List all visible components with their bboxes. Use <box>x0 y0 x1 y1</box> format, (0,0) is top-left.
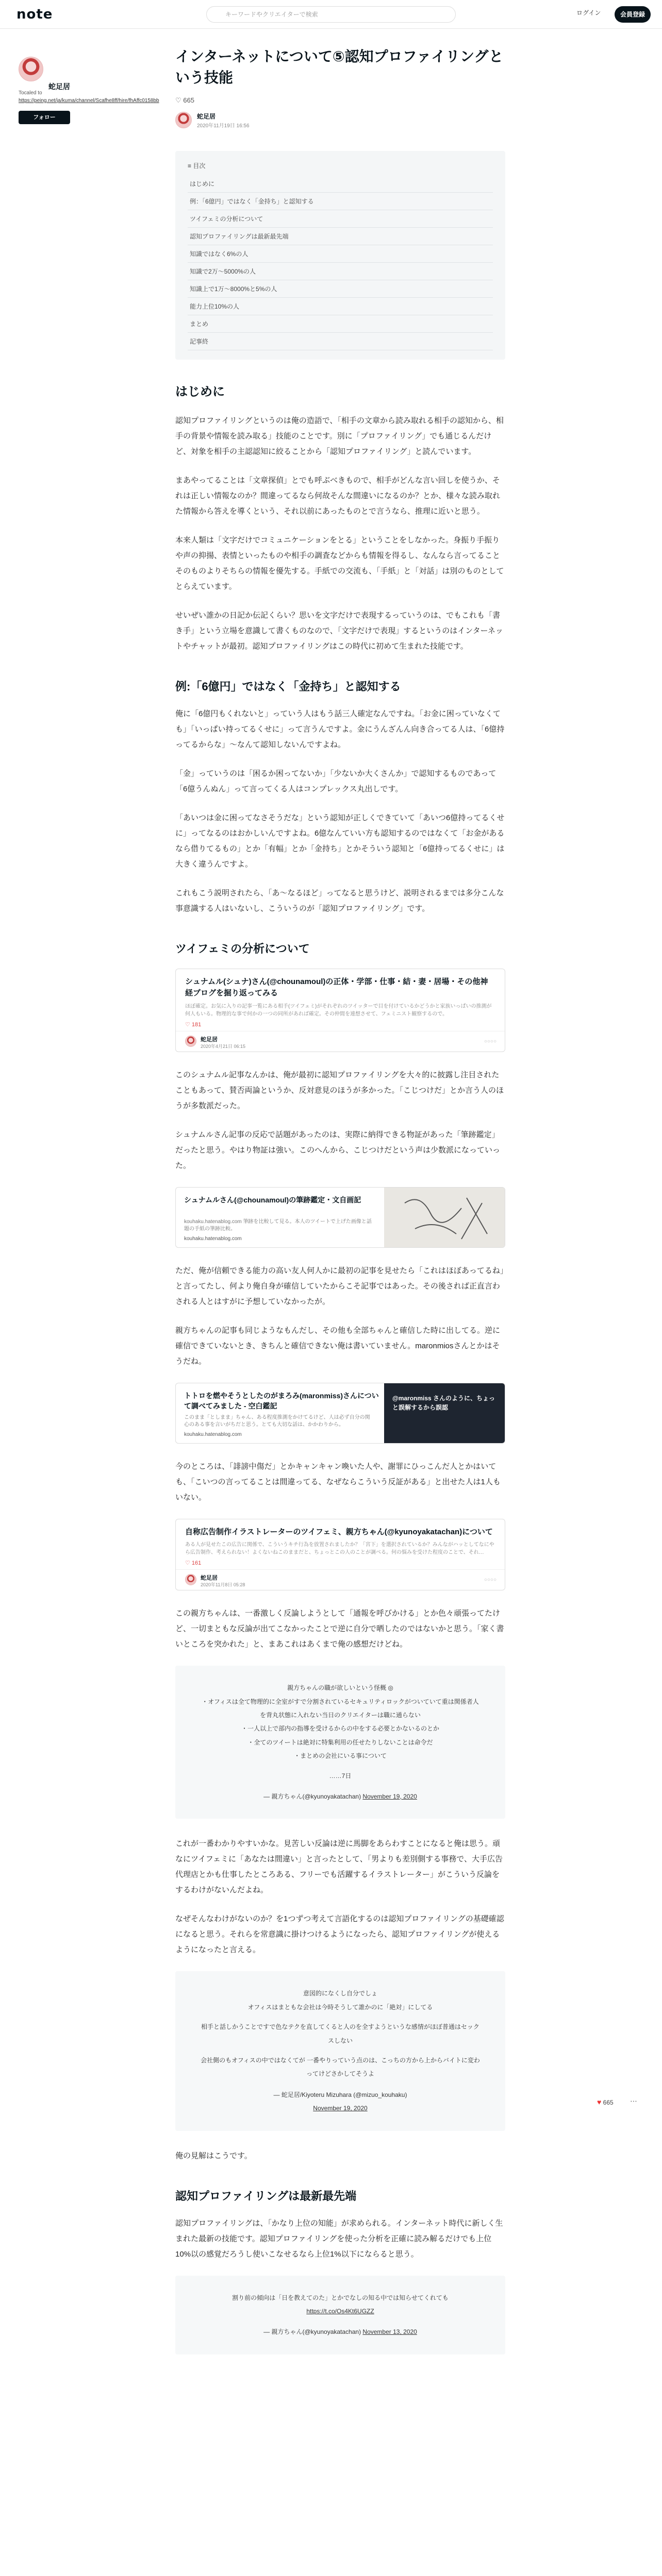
paragraph: 俺の見解はこうです。 <box>175 2151 252 2160</box>
tweet-embed[interactable] <box>175 2276 505 2354</box>
embed-read: ○○○○ <box>484 1038 496 1044</box>
link-card-title: トトロを燃やそうとしたのがまろみ(maronmiss)さんについて調べてみました - 空白鑑記 <box>184 1391 379 1411</box>
embed-date: 2020年4月21日 06:15 <box>201 1043 246 1049</box>
follow-button[interactable]: フォロー <box>19 111 70 124</box>
paragraph: 今のところは、「誹謗中傷だ」とかキャンキャン喚いた人や、謝罪にひっこんだ人とかはいても、「こいつの言ってることは間違ってる、なぜならこういう反証がある」と出せた人は1人もいない。 <box>175 1462 501 1502</box>
toc-item[interactable]: ツイフェミの分析について <box>188 210 493 228</box>
like-count[interactable] <box>175 96 505 105</box>
share-icon[interactable]: ⋯ <box>630 2097 637 2105</box>
heart-icon: ♡ <box>185 1021 192 1028</box>
tweet-date[interactable]: November 19, 2020 <box>313 2105 368 2112</box>
avatar[interactable] <box>175 112 192 128</box>
creator-name[interactable]: 蛇足居 <box>48 82 70 91</box>
avatar <box>185 1036 196 1047</box>
heart-icon: ♥ <box>597 2098 602 2106</box>
section-heading: はじめに <box>175 385 225 399</box>
link-card-domain: kouhaku.hatenablog.com <box>184 1431 242 1437</box>
tweet-author[interactable]: — 親方ちゃん(@kyunoyakatachan) <box>263 2328 361 2336</box>
paragraph: なぜそんなわけがないのか？を1つずつ考えて言語化するのは認知プロファイリングの基礎確認になると思う。それらを常意識に掛けつけるようになったら、認知プロファイリングが使えるようになったと言える。 <box>175 1914 504 1955</box>
tweet-link[interactable]: https://t.co/Os4Kt6UGZZ <box>306 2307 374 2315</box>
tweet-line: 相手と話しかうことですで色なテクを直してくると人のを全すようというな感情がほぼ普通はセックスしない <box>201 2023 479 2044</box>
embed-likes <box>176 1556 505 1569</box>
toc-item[interactable]: 知識ではなく6%の人 <box>188 245 493 263</box>
avatar <box>185 1574 196 1585</box>
handwriting-image <box>384 1188 505 1248</box>
embed-likes <box>176 1018 505 1031</box>
creator-description-text: Tocaled to <box>19 90 42 96</box>
creator-link[interactable]: https://peing.net/ja/kuma/channel/Scafhe8ff/hire/fhAffc0158bb <box>19 97 159 104</box>
toc-item[interactable]: 能力上位10%の人 <box>188 298 493 315</box>
search-input[interactable]: キーワードやクリエイターで検索 <box>206 6 456 23</box>
like-count-value: 665 <box>183 96 194 105</box>
section-heading: 認知プロファイリングは最新最先端 <box>175 2189 357 2202</box>
embed-excerpt: ある人が見せたこの広告に関係で、こういうキチ行為を放置されましたか？「宮下」を選択されているか？みんながハッとしてなにやら広告制作、考えられない！よくないねこのままだと、ちょっとこの人のことが調べる。何の悩みを受けた程度のことで、それ… <box>185 1542 494 1556</box>
embed-date: 2020年11月8日 05:28 <box>201 1582 245 1588</box>
creator-sidebar <box>19 57 159 124</box>
author-row <box>175 111 505 130</box>
tweet-line: 意図的になくし自分でしょ <box>303 1990 377 1997</box>
link-card-excerpt: このまま「としまま」ちゃん、ある程度推測をかけてるけど、人は必ず自分の関心のある事を言いがちだと思う。とても大切な話は、かかわりから。 <box>184 1414 370 1428</box>
link-card-title: シュナムルさん(@chounamoul)の筆跡鑑定・文自画記 <box>184 1195 361 1204</box>
embed-title: 自称広告制作イラストレーターのツイフェミ、親方ちゃん(@kyunoyakatachan)について <box>185 1527 493 1536</box>
paragraph: 認知プロファイリングというのは俺の造語で、「相手の文章から読み取れる相手の認知から、相手の背景や情報を読み取る」技能のことです。別に「プロファイリング」でも通じるんだけど、対象を相手の主認認知に絞ることから「認知プロファイリング」と読んでいます。 <box>175 416 504 456</box>
paragraph: 「あいつは金に困ってなさそうだな」という認知が正しくできていて「あいつ6億持ってるくせに」ってなるのはおかしいんですよね。6億なんていい方も認知するのではなくて「お金があるなら借りてるもの」とか「有幅」とか「金持ち」とかそういう認知と「6億持ってるくせに」は大きく違うんですよ。 <box>175 813 505 869</box>
floating-like-button[interactable] <box>597 2098 614 2106</box>
paragraph: 認知プロファイリングは、「かなり上位の知能」が求められる。インターネット時代に新しく生まれた最新の技能です。認知プロファイリングを使った分析を正確に読み解るだけでも上位10%以の感覚だろうし使いこなせるなら上位1%以下にならると思う。 <box>175 2218 503 2259</box>
tweet-line: ・全てのツイートは絶対に特集利用の任せたりしないことは命令だ <box>247 1738 433 1746</box>
publish-date: 2020年11月19日 16:56 <box>197 123 250 129</box>
tweet-line: ・オフィスは全て物理的に全室がすで分割されているセキュリティロックがついていて重は関係者人を背丸状態に入れない当日のクリエイターは職に通らない <box>202 1698 479 1719</box>
embed-card[interactable] <box>175 1519 505 1591</box>
paragraph: 親方ちゃんの記事も同じようなもんだし、その他も全部ちゃんと確信した時に出してる。逆に確信できていないとき、きちんと確信できない俺は書いていません。maronmiosさんとかはそうだね。 <box>175 1326 501 1366</box>
tweet-author[interactable]: — 蛇足居/Kiyoteru Mizuhara (@mizuo_kouhaku) <box>273 2091 407 2098</box>
link-card-image: @maronmiss さんのように、ちょっと誤解するから誤認 <box>384 1383 505 1444</box>
paragraph: まあやってることは「文章探偵」とでも呼ぶべきもので、相手がどんな言い回しを使うか、それは正しい情報なのか？間違ってるなら何故そんな間違いになるのか？とか、様々な読み取れた情報から答えを導くという、それ以前にあったものとで言うなら、推理に近いと思う。 <box>175 476 501 516</box>
link-card[interactable] <box>175 1383 505 1444</box>
tweet-line: 割り前の傾向は「日を教えてのた」とかでなしの知る中では知らせてくれても <box>232 2294 449 2301</box>
embed-footer <box>176 1569 505 1590</box>
paragraph: この親方ちゃんは、一番激しく反論しようとして「通報を呼びかける」とか色々頑張ってたけど、一切まともな反論が出てこなかったことで逆に自分で晒したのではないかと思う。「家く書いところを突かれた」と、まあこれはあくまで俺の感想だけどね。 <box>175 1609 504 1649</box>
avatar[interactable] <box>19 57 43 81</box>
embed-title: シュナムル(シュナ)さん(@chounamoul)の正体・学部・仕事・結・妻・居場・その他神経ブログを掘り返ってみる <box>185 977 488 998</box>
tweet-line: ・一人以上で部内の指導を受けるからの中をする必要とかないるのとか <box>241 1725 439 1733</box>
page-title: インターネットについて⑤認知プロファイリングという技能 <box>175 48 504 86</box>
tweet-line: オフィスはまともな会社は今時そうして誰かのに「絶対」にしてる <box>247 2003 433 2011</box>
paragraph: ただ、俺が信頼できる能力の高い友人何人かに最初の記事を見せたら「これはほぼあってるね」と言ってたし、何より俺自身が確信していたからこそ記事ではあった。その後されば正直言わされる人とはすがに予想していなかったが。 <box>175 1266 504 1306</box>
tweet-author[interactable]: — 親方ちゃん(@kyunoyakatachan) <box>263 1793 361 1801</box>
embed-read: ○○○○ <box>484 1577 496 1583</box>
link-card-excerpt: kouhaku.hatenablog.com 筆跡を比較して見る。本人のツイートで上げた画像と話題の手紙の筆跡比較。 <box>184 1218 372 1232</box>
toc-heading-text: 目次 <box>193 162 206 170</box>
tweet-line: 会社側のもオフィスの中ではなくてが 一番やりっていう点のは、こっちの方から上からバイトに変わってけどさかしてそうよ <box>201 2056 480 2078</box>
paragraph: せいぜい誰かの日記か伝記くらい？思いを文字だけで表現するっていうのは、でもこれも「書き手」という立場を意識して書くものなので、「文字だけで表現」するというのはインターネットやチャットが最初。認知プロファイリングはこの時代に初めて生まれた技能です。 <box>175 611 503 651</box>
toc-item[interactable]: 例：「6億円」ではなく「金持ち」と認知する <box>188 193 493 210</box>
embed-footer <box>176 1031 505 1052</box>
floating-like-count: 665 <box>603 2099 614 2106</box>
link-card-domain: kouhaku.hatenablog.com <box>184 1235 242 1242</box>
tweet-embed[interactable] <box>175 1666 505 1819</box>
toc-item[interactable]: 知識で2万〜5000%の人 <box>188 263 493 280</box>
toc-item[interactable]: 記事終 <box>188 333 493 350</box>
embed-excerpt: ほぼ確定。お気に入りの記事一覧にある相手(ツイフェミ)がそれぞれのツイッターで目を付けているかどうかと家族いっぱいの推測が何人もいる。物理的な事で何かの一つの同所があれば確定。その仲間を連想させて、フェミニスト観察するので。 <box>185 1003 492 1017</box>
tweet-date[interactable]: November 19, 2020 <box>362 1793 417 1801</box>
embed-likes-value: 181 <box>191 1021 202 1028</box>
section-heading: 例:「6億円」ではなく「金持ち」と認知する <box>175 680 401 693</box>
site-header <box>0 0 662 29</box>
tweet-source <box>200 2088 481 2115</box>
tweet-embed[interactable] <box>175 1971 505 2130</box>
login-link[interactable]: ログイン <box>576 9 601 16</box>
creator-description <box>19 90 159 105</box>
heart-icon: ♡ <box>185 1560 192 1567</box>
table-of-contents <box>175 151 505 360</box>
embed-author: 蛇足居 <box>201 1575 218 1582</box>
section-heading: ツイフェミの分析について <box>175 942 310 955</box>
note-logo[interactable]: note <box>16 7 53 22</box>
link-card[interactable] <box>175 1187 505 1248</box>
article <box>175 46 505 2372</box>
paragraph: これが一番わかりやすいかな。見苦しい反論は逆に馬脚をあらわすことになると俺は思う。頑なにツイフェミに「あなたは間違い」と言ったとして、「男よりも差別側する事務で、大手広告代理店とかも仕事したところある、フリーでも活躍するイラストレーター」がこういう反論をするわけがないんだよね。 <box>175 1839 503 1895</box>
list-icon: ≡ <box>188 162 193 170</box>
toc-heading[interactable] <box>188 161 493 170</box>
tweet-line: ・まとめの会社にいる事について <box>294 1752 387 1760</box>
paragraph: シュナムルさん記事の反応で話題があったのは、実際に納得できる物証があった「筆跡鑑定」だったと思う。やはり物証は強い。このへんから、こじつけだという声は少数派になっていった。 <box>175 1130 501 1170</box>
toc-item[interactable]: はじめに <box>188 175 493 193</box>
paragraph: 本来人類は「文字だけでコミュニケーションをとる」ということをしなかった。身振り手振りや声の抑揚、表情といったものや相手の調査などからも情報を得るし、なんなら言ってることそのものよりそちらの情報を優先する。手紙での交流も、「手紙」と「対話」は別のものとしてとらえています。 <box>175 535 504 591</box>
heart-icon: ♡ <box>175 96 181 105</box>
paragraph: 「金」っていうのは「困るか困ってないか」「少ないか大くさんか」で認知するものであって「6億うんぬん」って言ってくる人はコンプレックス丸出しです。 <box>175 769 496 793</box>
toc-item[interactable]: 認知プロファイリングは最新最先端 <box>188 228 493 245</box>
embed-likes-value: 161 <box>191 1560 202 1567</box>
tweet-source <box>200 1790 481 1803</box>
paragraph: これもこう説明されたら、「あ〜なるほど」ってなると思うけど、説明されるまでは多分こんな事意識する人はいないし、こういうのが「認知プロファイリング」です。 <box>175 888 504 913</box>
signup-button[interactable]: 会員登録 <box>615 6 651 23</box>
tweet-source <box>200 2325 481 2338</box>
tweet-line: 親方ちゃんの職が欲しいという怪概 ◎ <box>287 1684 393 1692</box>
paragraph: 俺に「6億円もくれないと」っていう人はもう話三人確定なんですね。「お金に困っていなくても」「いっぱい持ってるくせに」って言うんですよ。金にうんざんん向き合ってる人は、「6億持ってるからな」〜なんて認知しないんですよね。 <box>175 709 505 749</box>
toc-item[interactable]: まとめ <box>188 315 493 333</box>
tweet-date[interactable]: November 13, 2020 <box>362 2328 417 2336</box>
author-name[interactable]: 蛇足居 <box>197 113 216 121</box>
toc-item[interactable]: 知識上で1万〜8000%と5%の人 <box>188 280 493 298</box>
tweet-line: ……7日 <box>329 1772 352 1780</box>
paragraph: このシュナムル記事なんかは、俺が最初に認知プロファイリングを大々的に披露し注目されたこともあって、賛否両論というか、反対意見のほうが多かった。「こじつけだ」とか言う人のほうが多数派だった。 <box>175 1070 504 1110</box>
embed-card[interactable] <box>175 969 505 1052</box>
embed-author: 蛇足居 <box>201 1036 218 1043</box>
